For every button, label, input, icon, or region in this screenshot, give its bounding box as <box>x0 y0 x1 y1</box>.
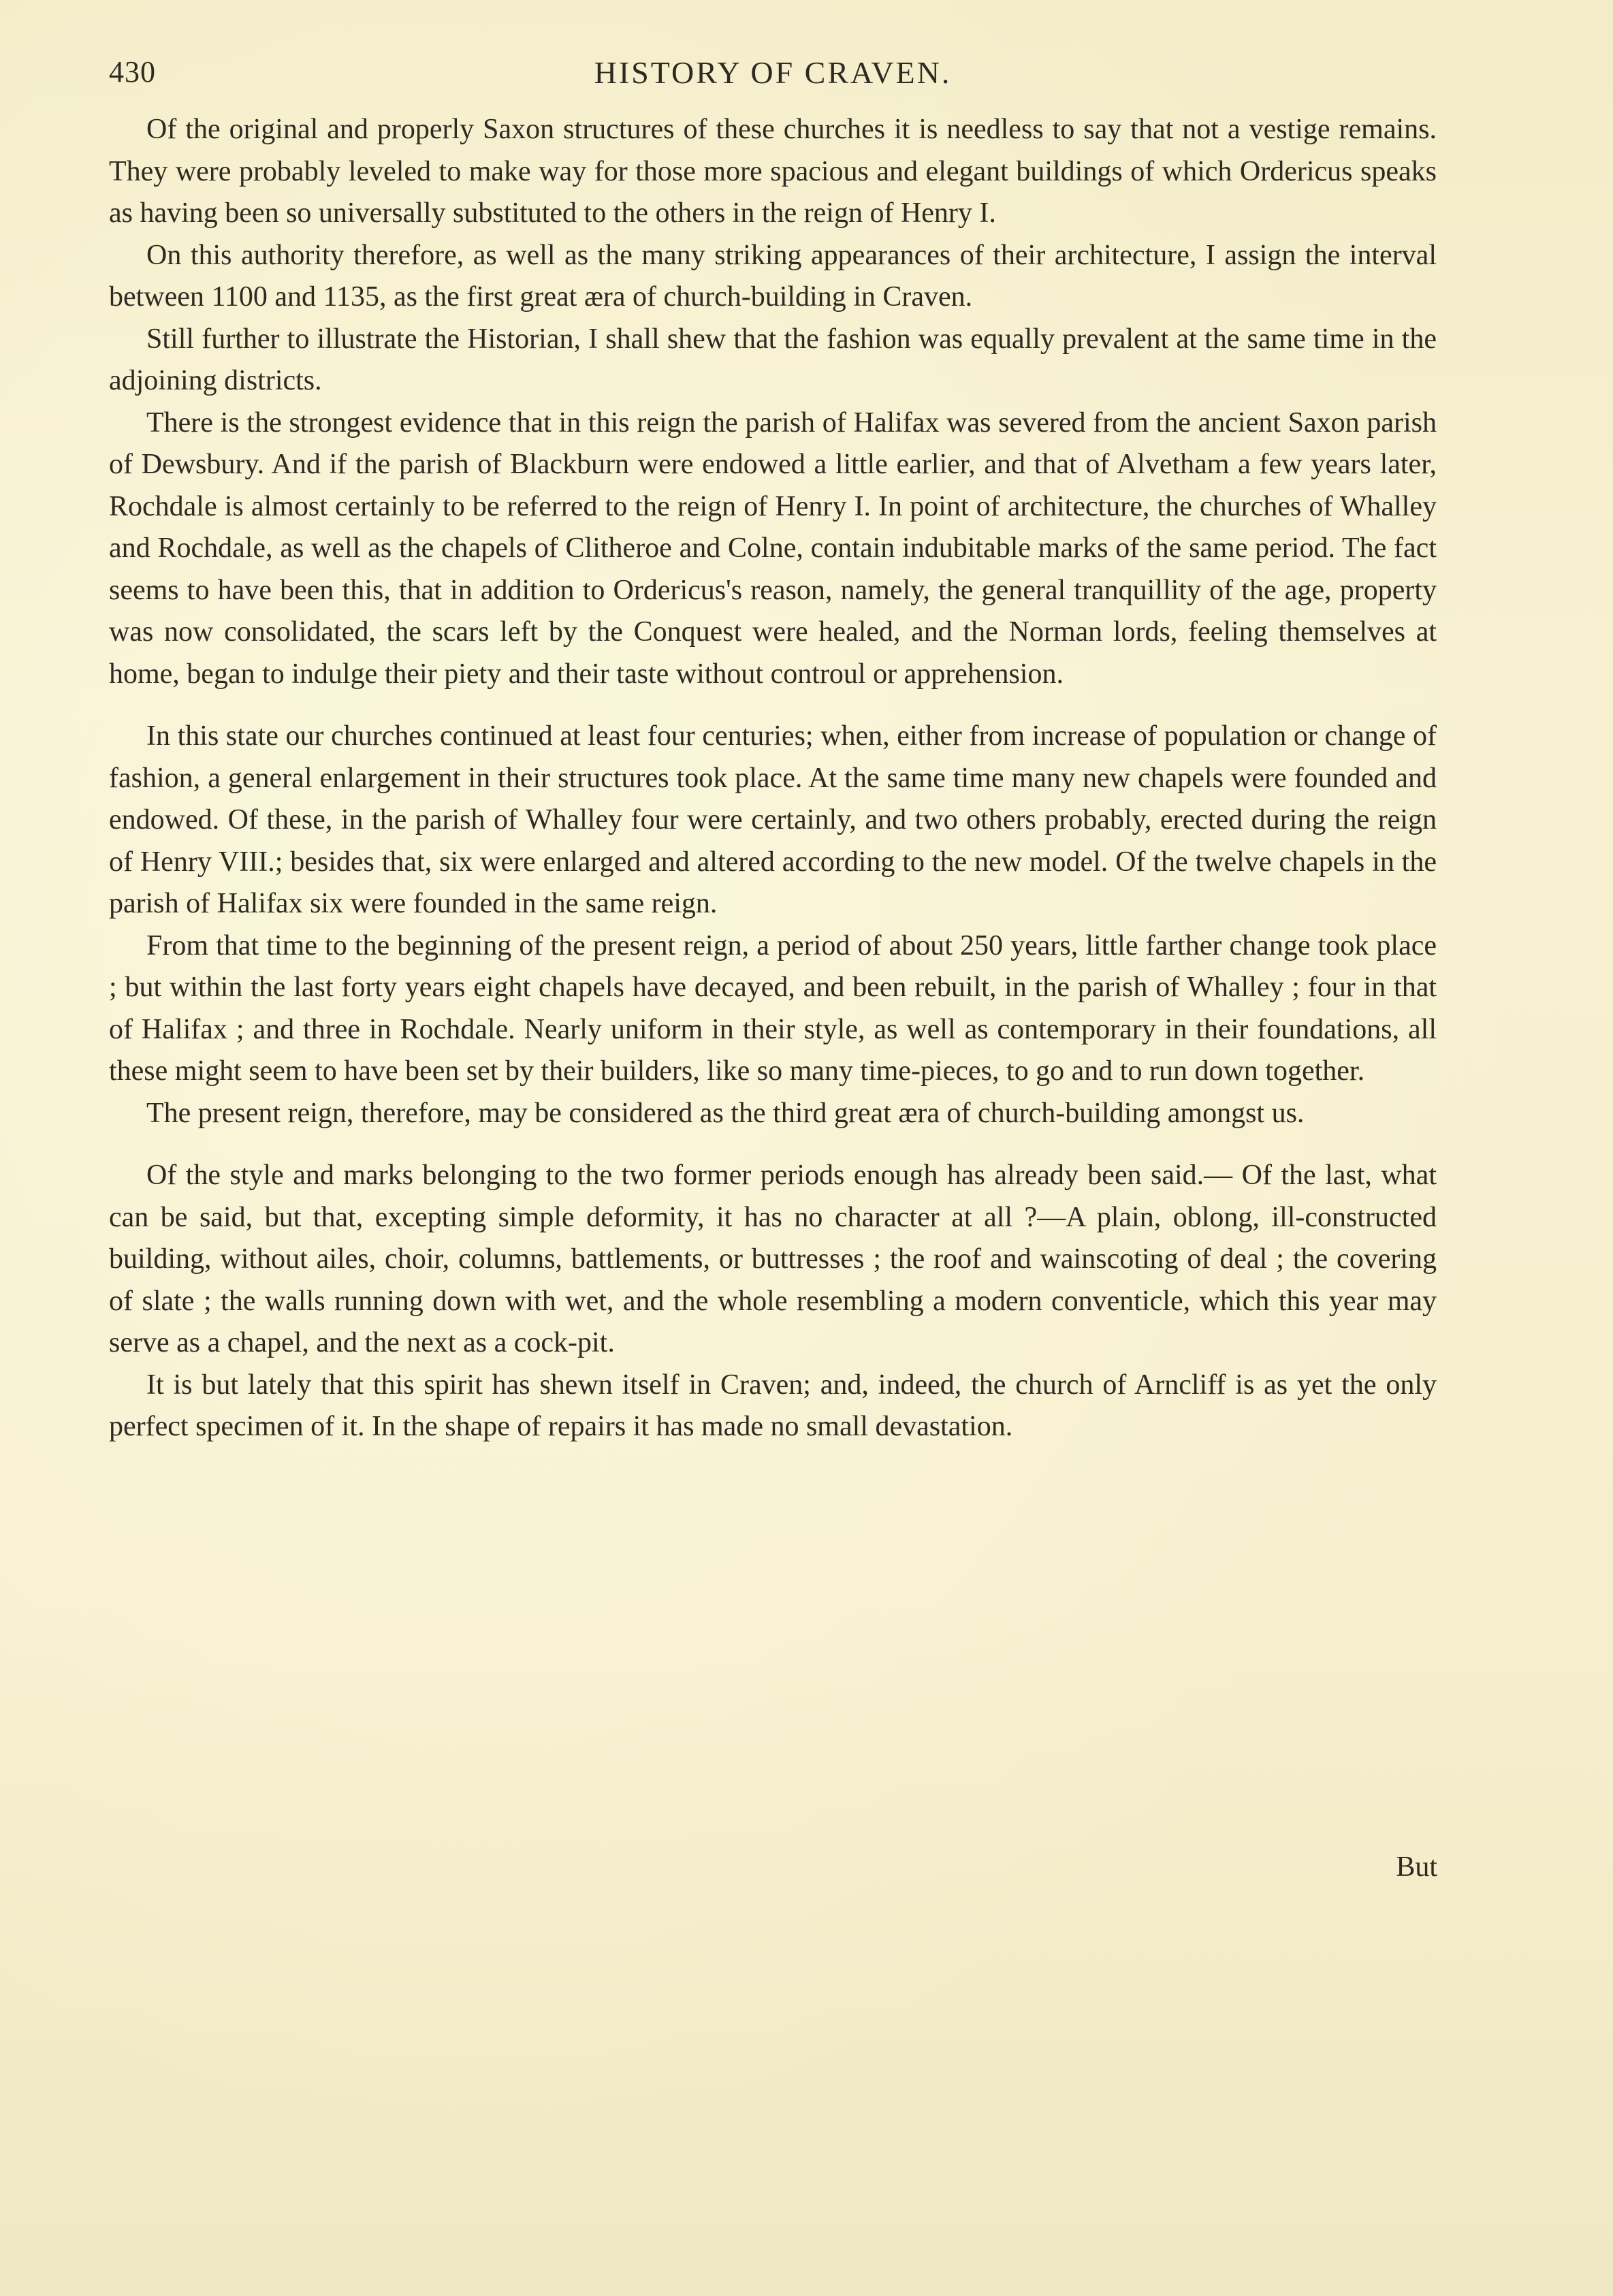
body-text <box>109 109 1437 1448</box>
paragraph: Of the style and marks belonging to the two former periods enough has already been said.— Of the last, what can be said, but that, excepting simple deformity, it has no character at all ?—A plain, oblong, ill-constructed building, without ailes, choir, columns, battlements, or buttresses ; the roof and wainscoting of deal ; the covering of slate ; the walls running down with wet, and the whole resembling a modern conventicle, which this year may serve as a chapel, and the next as a cock-pit. <box>109 1160 1437 1358</box>
paragraph: On this authority therefore, as well as the many striking appearances of their architecture, I assign the interval between 1100 and 1135, as the first great æra of church-building in Craven. <box>109 239 1437 313</box>
page-number: 430 <box>109 55 156 89</box>
paragraph: Still further to illustrate the Historian, I shall shew that the fashion was equally prevalent at the same time in the adjoining districts. <box>109 323 1437 396</box>
paragraph: It is but lately that this spirit has shewn itself in Craven; and, indeed, the church of Arncliff is as yet the only perfect specimen of it. In the shape of repairs it has made no small devastation. <box>109 1369 1437 1442</box>
paragraph: There is the strongest evidence that in this reign the parish of Halifax was severed from the ancient Saxon parish of Dewsbury. And if the parish of Blackburn were endowed a little earlier, and that of Alvetham a few years later, Rochdale is almost certainly to be referred to the reign of Henry I. In point of architecture, the churches of Whalley and Rochdale, as well as the chapels of Clitheroe and Colne, contain indubitable marks of the same period. The fact seems to have been this, that in addition to Ordericus's reason, namely, the general tranquillity of the age, property was now consolidated, the scars left by the Conquest were healed, and the Norman lords, feeling themselves at home, began to indulge their piety and their taste without controul or apprehension. <box>109 406 1437 690</box>
paragraph: In this state our churches continued at least four centuries; when, either from increase of population or change of fashion, a general enlargement in their structures took place. At the same time many new chapels were founded and endowed. Of these, in the parish of Whalley four were certainly, and two others probably, erected during the reign of Henry VIII.; besides that, six were enlarged and altered according to the new model. Of the twelve chapels in the parish of Halifax six were founded in the same reign. <box>109 720 1437 919</box>
running-head <box>109 54 1437 95</box>
paragraph: Of the original and properly Saxon structures of these churches it is needless to say that not a vestige remains. They were probably leveled to make way for those more spacious and elegant buildings of which Ordericus speaks as having been so universally substituted to the others in the reign of Henry I. <box>109 114 1437 229</box>
catchword: But <box>1396 1851 1437 1883</box>
paragraph: From that time to the beginning of the present reign, a period of about 250 years, little farther change took place ; but within the last forty years eight chapels have decayed, and been rebuilt, in the parish of Whalley ; four in that of Halifax ; and three in Rochdale. Nearly uniform in their style, as well as contemporary in their foundations, all these might seem to have been set by their builders, like so many time-pieces, to go and to run down together. <box>109 929 1437 1087</box>
running-title: HISTORY OF CRAVEN. <box>594 55 952 90</box>
paragraph: The present reign, therefore, may be considered as the third great æra of church-building amongst us. <box>146 1097 1305 1129</box>
